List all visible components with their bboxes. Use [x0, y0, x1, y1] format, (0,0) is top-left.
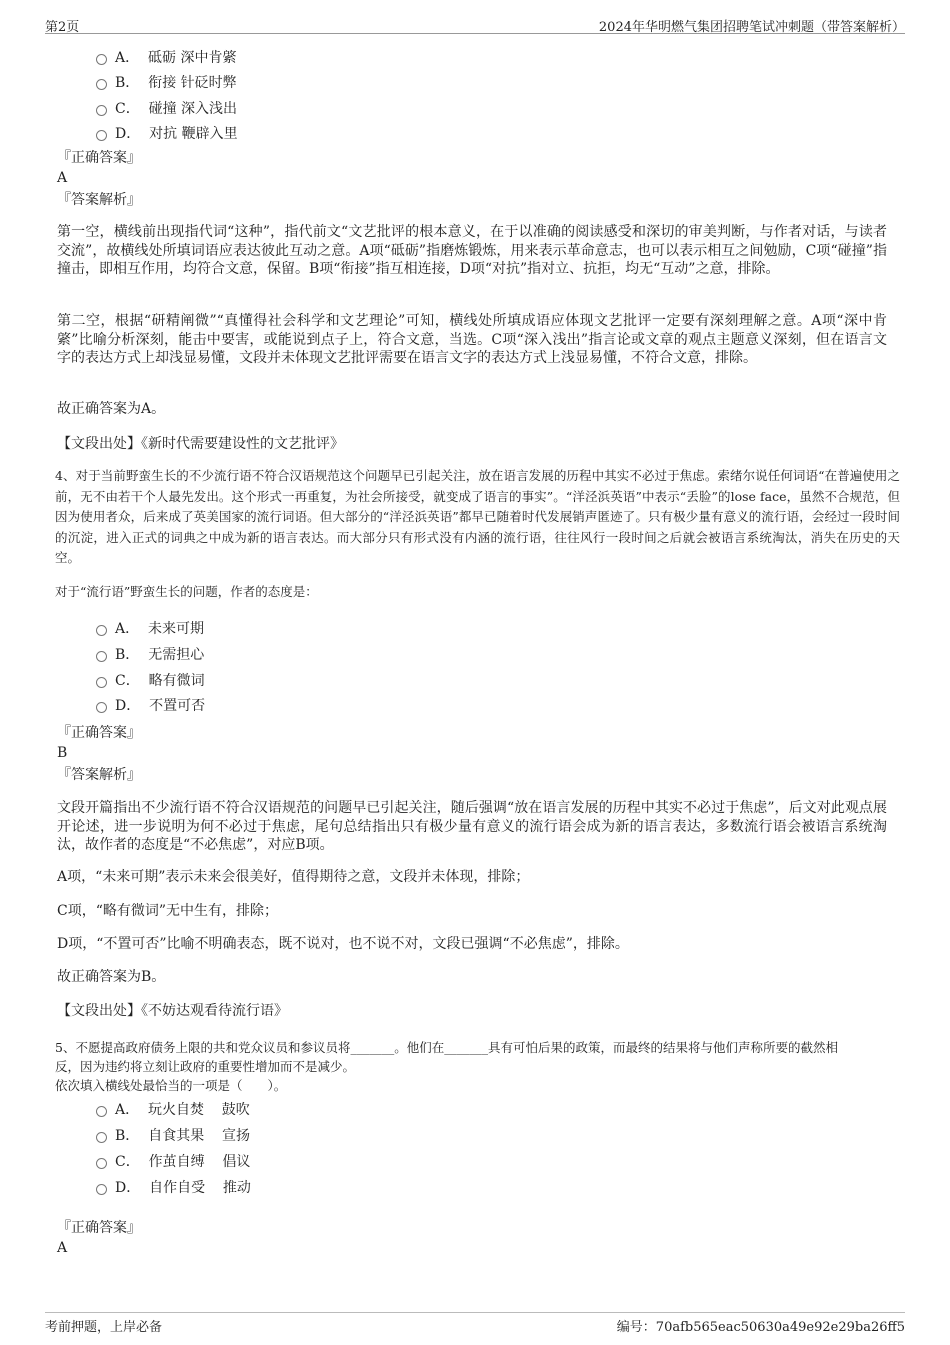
q3-option-c[interactable]: C． 碰撞 深入浅出	[96, 98, 237, 118]
q5-option-b[interactable]: B． 自食其果 宣扬	[96, 1125, 250, 1145]
q3-option-a[interactable]: A． 砥砺 深中肯綮	[96, 47, 236, 67]
radio-icon[interactable]	[96, 54, 107, 65]
q3-analysis-heading: 『答案解析』	[57, 192, 141, 208]
q3-option-d[interactable]: D． 对抗 鞭辟入里	[96, 123, 238, 143]
document-title: 2024年华明燃气集团招聘笔试冲刺题（带答案解析）	[598, 20, 905, 35]
q5-option-c[interactable]: C． 作茧自缚 倡议	[96, 1151, 250, 1171]
q5-option-a[interactable]: A． 玩火自焚 鼓吹	[96, 1099, 250, 1119]
q4-analysis-option-c: C项，“略有微词”无中生有，排除；	[57, 903, 279, 919]
radio-icon[interactable]	[96, 677, 107, 688]
q3-source: 【文段出处】《新时代需要建设性的文艺批评》	[57, 436, 344, 452]
radio-icon[interactable]	[96, 1132, 107, 1143]
q3-analysis-paragraph-1: 第一空，横线前出现指代词“这种”，指代前文“文艺批评的根本意义，在于以准确的阅读感受和深切的审美判断，与作者对话，与读者交流”，故横线处所填词语应表达彼此互动之意。A项“砥砺”指磨炼锻炼，用来表示革命意志，也可以表示相互之间勉励，C项“碰撞”指撞击，即相互作用，均符合文意，保留。B项“衔接”指互相连接，D项“对抗”指对立、抗拒，均无“互动”之意，排除。	[57, 224, 887, 277]
radio-icon[interactable]	[96, 130, 107, 141]
q4-analysis-option-a: A项，“未来可期”表示未来会很美好，值得期待之意，文段并未体现，排除；	[57, 869, 530, 885]
radio-icon[interactable]	[96, 625, 107, 636]
q4-answer-heading: 『正确答案』	[57, 725, 141, 741]
q3-conclusion: 故正确答案为A。	[57, 401, 166, 417]
q4-option-a[interactable]: A． 未来可期	[96, 618, 204, 638]
footer-slogan: 考前押题，上岸必备	[45, 1320, 163, 1335]
q4-option-d[interactable]: D． 不置可否	[96, 695, 205, 715]
q5-answer: A	[57, 1240, 68, 1256]
q5-stem-line-1: 5、不愿提高政府债务上限的共和党众议员和参议员将_______。他们在_______具有可怕后果的政策，而最终的结果将与他们声称所要的截然相	[55, 1040, 838, 1055]
q5-prompt: 依次填入横线处最恰当的一项是（ ）。	[55, 1078, 287, 1093]
q4-analysis-option-d: D项，“不置可否”比喻不明确表态，既不说对，也不说不对，文段已强调“不必焦虑”，排除。	[57, 936, 629, 952]
q4-option-b[interactable]: B． 无需担心	[96, 644, 204, 664]
q3-answer: A	[57, 170, 68, 186]
radio-icon[interactable]	[96, 79, 107, 90]
q4-passage: 4、对于当前野蛮生长的不少流行语不符合汉语规范这个问题早已引起关注，放在语言发展的历程中其实不必过于焦虑。索绪尔说任何词语“在普遍使用之前，无不由若干个人最先发出。这个形式一再重复，为社会所接受，就变成了语言的事实”。“洋泾浜英语”中表示“丢脸”的lose face，虽然不合规范，但因为使用者众，后来成了英美国家的流行词语。但大部分的“洋泾浜英语”都早已随着时代发展销声匿迹了。只有极少量有意义的流行语，会经过一段时间的沉淀，进入正式的词典之中成为新的语言表达。而大部分只有形式没有内涵的流行语，往往风行一段时间之后就会被语言系统淘汰，消失在历史的天空。	[55, 468, 900, 565]
q4-conclusion: 故正确答案为B。	[57, 969, 166, 985]
radio-icon[interactable]	[96, 1158, 107, 1169]
q4-answer: B	[57, 745, 68, 761]
q5-stem-line-2: 反，因为违约将立刻让政府的重要性增加而不是减少。	[55, 1059, 356, 1074]
radio-icon[interactable]	[96, 702, 107, 713]
q4-analysis-heading: 『答案解析』	[57, 767, 141, 783]
q4-source: 【文段出处】《不妨达观看待流行语》	[57, 1003, 288, 1019]
document-code: 编号：70afb565eac50630a49e92e29ba26ff5	[616, 1320, 905, 1335]
radio-icon[interactable]	[96, 1106, 107, 1117]
radio-icon[interactable]	[96, 1184, 107, 1195]
q3-analysis-paragraph-2: 第二空，根据“研精阐微”“真懂得社会科学和文艺理论”可知，横线处所填成语应体现文艺批评一定要有深刻理解之意。A项“深中肯綮”比喻分析深刻，能击中要害，或能说到点子上，符合文意，当选。C项“深入浅出”指言论或文章的观点主题意义深刻，但在语言文字的表达方式上却浅显易懂，文段并未体现文艺批评需要在语言文字的表达方式上浅显易懂，不符合文意，排除。	[57, 313, 887, 366]
q4-analysis-paragraph-1: 文段开篇指出不少流行语不符合汉语规范的问题早已引起关注，随后强调“放在语言发展的历程中其实不必过于焦虑”，后文对此观点展开论述，进一步说明为何不必过于焦虑，尾句总结指出只有极少量有意义的流行语会成为新的语言表达，多数流行语会被语言系统淘汰，故作者的态度是“不必焦虑”，对应B项。	[57, 800, 887, 853]
radio-icon[interactable]	[96, 105, 107, 116]
radio-icon[interactable]	[96, 651, 107, 662]
q3-answer-heading: 『正确答案』	[57, 150, 141, 166]
page-footer	[45, 1312, 905, 1334]
q5-answer-heading: 『正确答案』	[57, 1220, 141, 1236]
q4-question: 对于“流行语”野蛮生长的问题，作者的态度是：	[55, 584, 318, 599]
q5-option-d[interactable]: D． 自作自受 推动	[96, 1177, 251, 1197]
page-header	[45, 14, 905, 34]
q4-option-c[interactable]: C． 略有微词	[96, 670, 205, 690]
page-number: 第2页	[45, 20, 80, 35]
q3-option-b[interactable]: B． 衔接 针砭时弊	[96, 72, 237, 92]
